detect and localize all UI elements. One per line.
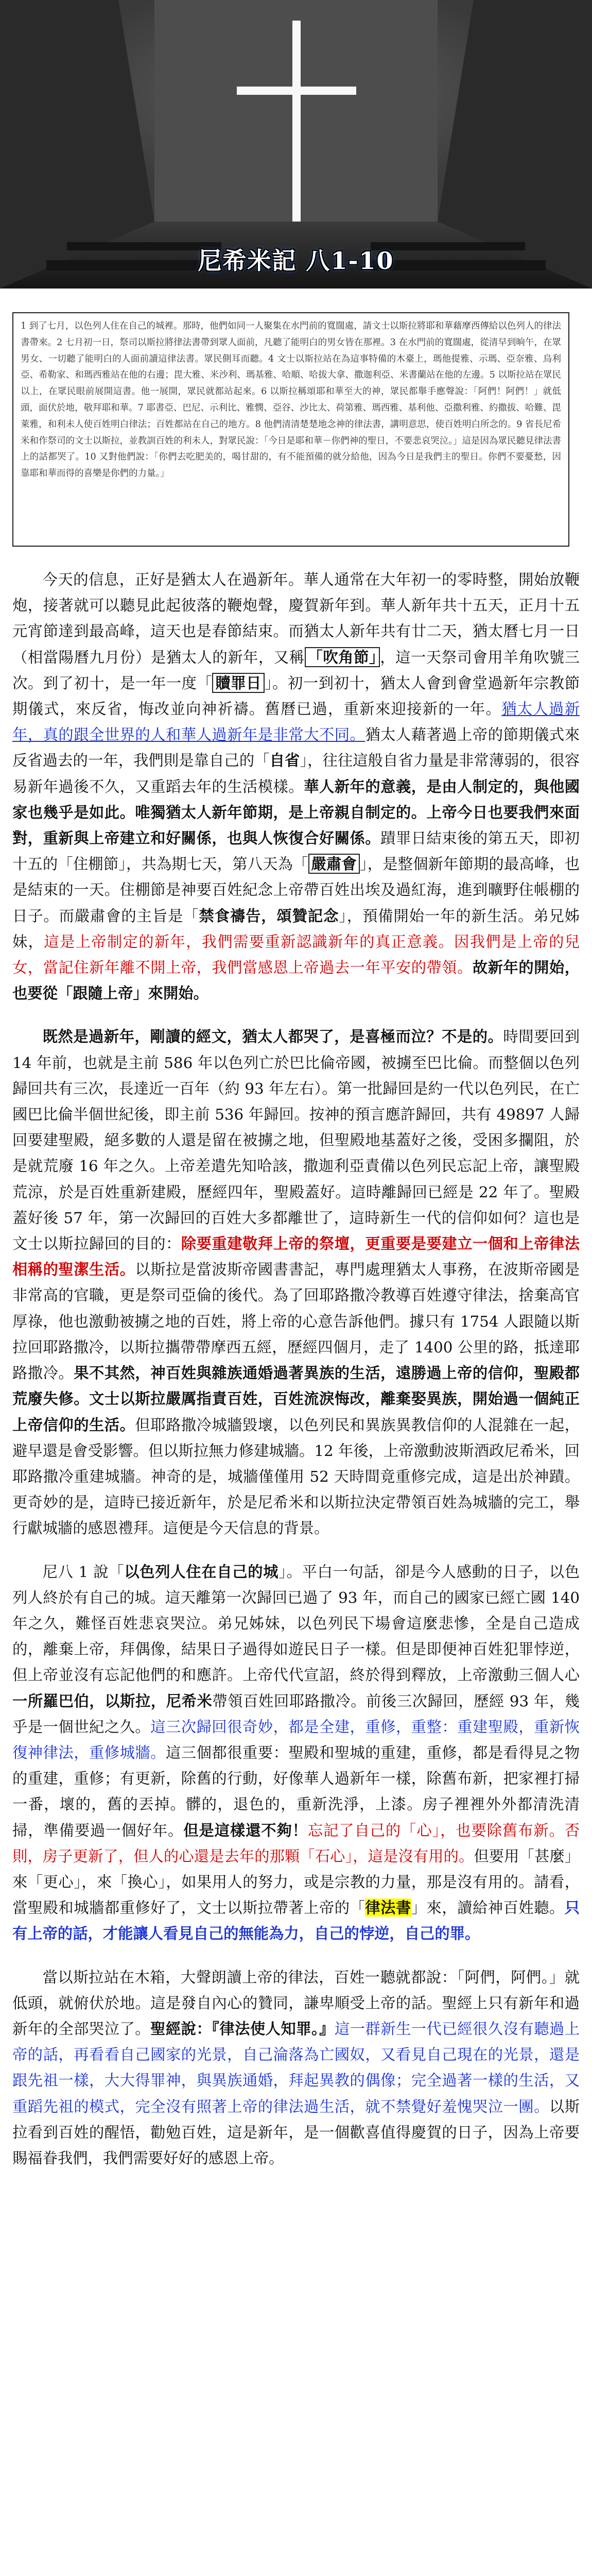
term-law-book: 律法書 [365, 1899, 411, 1917]
highlight-red-3: 忘記了自己的「心」，也要除舊布新。否則，房子更新了，但人的心還是去年的那顆「石心」，這是沒有用的。 [12, 1821, 580, 1865]
scripture-quote: 聖經說：『律法使人知罪。』 [150, 2019, 335, 2038]
scripture-passage-box: 1 到了七月，以色列人住在自己的城裡。那時，他們如同一人聚集在水門前的寬闊處，請文士以斯拉將耶和華藉摩西傳給以色列人的律法書帶來。2 七月初一日，祭司以斯拉將律法書帶到眾人面前，凡聽了能明白的男女皆在那裡。3 在水門前的寬闊處，從清早到晌午，在眾男女、一切聽了能明白的人面前讀這律法書。眾民側耳而聽。4 文士以斯拉站在為這事特備的木臺上，瑪他提雅、示瑪、亞奈雅、烏利亞、希勒家、和瑪西雅站在他的右邊；毘大雅、米沙利、瑪基雅、哈順、哈拔大拿、撒迦利亞、米書蘭站在他的左邊。5 以斯拉站在眾民以上，在眾民眼前展開這書。他一展開，眾民就都站起來。6 以斯拉稱頌耶和華至大的神，眾民都舉手應聲說：「阿們！阿們！」就低頭，面伏於地，敬拜耶和華。7 耶書亞、巴尼、示利比、雅憫、亞谷、沙比太、荷第雅、瑪西雅、基利他、亞撒利雅、約撒拔、哈難、毘萊雅，和利未人使百姓明白律法；百姓都站在自己的地方。8 他們清清楚楚地念神的律法書，講明意思，使百姓明白所念的。9 省長尼希米和作祭司的文士以斯拉，並教訓百姓的利未人，對眾民說：「今日是耶和華－你們神的聖日，不要悲哀哭泣。」這是因為眾民聽見律法書上的話都哭了。10 又對他們說：「你們去吃肥美的，喝甘甜的，有不能預備的就分給他，因為今日是我們主的聖日。你們不要憂愁，因靠耶和華而得的喜樂是你們的力量。」 [12, 312, 569, 547]
highlight-blue-1: 猶太人過新年，真的跟全世界的人和華人過新年是非常大不同。 [12, 700, 580, 744]
paragraph-4: 當以斯拉站在木箱，大聲朗讀上帝的律法，百姓一聽就都說：「阿們，阿們。」就低頭，就俯伏於地。這是發自內心的贊同，謙卑順受上帝的話。聖經上只有新年和過新年的全部哭泣了。聖經說：『律法使人知罪。』這一群新生一代已經很久沒有聽過上帝的話，再看看自己國家的光景，自己淪落為亡國奴，又看見自己現在的光景，還是跟先祖一樣，大大得罪神，與異族通婚，拜起異教的偶像；完全過著一樣的生活，又重蹈先祖的模式，完全沒有照著上帝的律法過生活，就不禁覺好羞愧哭泣一團。以斯拉看到百姓的醒悟，勸勉百姓，這是新年，是一個歡喜值得慶賀的日子，因為上帝要賜福眷我們，我們需要好好的感恩上帝。 [12, 1968, 580, 2167]
paragraph-2-lead: 既然是過新年，剛讀的經文，猶太人都哭了，是喜極而泣？不是的。 [42, 1027, 503, 1046]
highlight-blue-2: 這三次歸回很奇妙，都是全建，重修，重整：重建聖殿，重新恢復神律法，重修城牆。 [12, 1718, 580, 1761]
sermon-body [12, 567, 580, 2189]
term-solemn-assembly: 嚴肅會 [308, 854, 360, 874]
highlight-red-2: 除要重建敬拜上帝的祭壇，更重要是要建立一個和上帝律法相稱的聖潔生活。 [12, 1234, 580, 1279]
hero-title: 尼希米記 八1-10 [198, 247, 394, 275]
paragraph-3: 尼八 1 說「以色列人住在自己的城」。平白一句話，卻是今人感動的日子，以色列人終於有自己的城。這天離第一次歸回已過了 93 年，而自己的國家已經亡國 140 年之久，難怪百姓悲哀哭泣。弟兄姊妹，以色列民下場會這麼悲慘，全是自己造成的，離棄上帝，拜偶像，結果日子過得如遊民日子一樣。但是即便神百姓犯罪悖逆，但上帝並沒有忘記他們的和應許。上帝代代宣詔，終於得到釋放，上帝激動三個人心一所羅巴伯，以斯拉，尼希米帶領百姓回耶路撒冷。前後三次歸回，歷經 93 年，幾乎是一個世紀之久。這三次歸回很奇妙，都是全建，重修，重整：重建聖殿，重新恢復神律法，重修城牆。這三個都很重要：聖殿和聖城的重建，重修，都是看得見之物的重建，重修；有更新，除舊的行動，好像華人過新年一樣，除舊布新，把家裡打掃一番，壞的，舊的丟掉。髒的，退色的，重新洗淨，上漆。房子裡裡外外都清洗清掃，準備要過一個好年。但是這樣還不夠！忘記了自己的「心」，也要除舊布新。否則，房子更新了，但人的心還是去年的那顆「石心」，這是沒有用的。但要用「甚麼」來「更心」，來「換心」，如果用人的努力，或是宗教的力量，那是沒有用的。請看，當聖殿和城牆都重修好了，文士以斯拉帶著上帝的「律法書」來，讀給神百姓聽。只有上帝的話，才能讓人看見自己的無能為力，自己的悖逆，自己的罪。 [12, 1562, 580, 1943]
emphasis-bold-2: 果不其然，神百姓與雜族通婚過著異族的生活，遠勝過上帝的信仰，聖殿都荒廢失修。文士以斯拉嚴厲指責百姓，百姓流淚悔改，離棄娶異族，開始過一個純正上帝信仰的生活。 [12, 1364, 580, 1434]
paragraph-2: 既然是過新年，剛讀的經文，猶太人都哭了，是喜極而泣？不是的。時間要回到 14 年前，也就是主前 586 年以色列亡於巴比倫帝國，被擄至巴比倫。而整個以色列歸回共有三次，長達近一百年（約 93 年左右）。第一批歸回是約一代以色列民，在亡國巴比倫半個世紀後，即主前 536 年歸回。按神的預言應許歸回，共有 49897 人歸回要建聖殿，絕多數的人還是留在被擄之地，但聖殿地基蓋好之後，受困多攔阻，於是就荒廢 16 年之久。上帝差遣先知哈該，撒迦利亞責備以色列民忘記上帝，讓聖殿荒涼，於是百姓重新建殿，歷經四年，聖殿蓋好。這時離歸回已經是 22 年了。聖殿蓋好後 57 年，第一次歸回的百姓大多都離世了，這時新生一代的信仰如何？這也是文士以斯拉歸回的目的：除要重建敬拜上帝的祭壇，更重要是要建立一個和上帝律法相稱的聖潔生活。以斯拉是當波斯帝國書書記，專門處理猶太人事務，在波斯帝國是非常高的官職，更是祭司亞倫的後代。為了回耶路撒冷教導百姓遵守律法，捨棄高官厚祿，他也激動被擄之地的百姓，將上帝的心意告訴他們。據只有 1754 人跟隨以斯拉回耶路撒冷，以斯拉攜帶帶摩西五經，歷經四個月，走了 1400 公里的路，抵達耶路撒冷。果不其然，神百姓與雜族通婚過著異族的生活，遠勝過上帝的信仰，聖殿都荒廢失修。文士以斯拉嚴厲指責百姓，百姓流淚悔改，離棄娶異族，開始過一個純正上帝信仰的生活。但耶路撒冷城牆毀壞，以色列民和異族異教信仰的人混雜在一起，避早還是會受影響。但以斯拉無力修建城牆。12 年後，上帝激動波斯酒政尼希米，回耶路撒冷重建城牆。神奇的是，城牆僅僅用 52 天時間竟重修完成，這是出於神蹟。更奇妙的是，這時已接近新年，於是尼希米和以斯拉決定帶領百姓為城牆的完工，舉行獻城牆的感恩禮拜。這便是今天信息的背景。 [12, 1027, 580, 1537]
term-trumpet-festival: 「吹角節」 [305, 647, 380, 667]
highlight-red-1: 這是上帝制定的新年，我們需要重新認識新年的真正意義。因我們是上帝的兒女，當記住新年離不開上帝，我們當感恩上帝過去一年平安的帶領。 [12, 933, 580, 977]
highlight-blue-4: 這一群新生一代已經很久沒有聽過上帝的話，再看看自己國家的光景，自己淪落為亡國奴，又看見自己現在的光景，還是跟先祖一樣，大大得罪神，與異族通婚，拜起異教的偶像；完全過著一樣的生活，又重蹈先祖的模式，完全沒有照著上帝的律法過生活，就不禁覺好羞愧哭泣一團。 [12, 2020, 580, 2115]
emphasis-bold-1: 華人新年的意義，是由人制定的，與他國家也幾乎是如此。唯獨猶太人新年節期，是上帝親自制定的。上帝今日也要我們來面對，重新與上帝建立和好關係，也與人恢復合好關係。 [12, 777, 580, 848]
hero-image [0, 0, 592, 289]
term-atonement-day: 贖罪日 [212, 673, 265, 693]
highlight-blue-3: 只有上帝的話，才能讓人看見自己的無能為力，自己的悖逆，自己的罪。 [12, 1899, 580, 1943]
paragraph-1: 今天的信息，正好是猶太人在過新年。華人通常在大年初一的零時整，開始放鞭炮，接著就可以聽見此起彼落的鞭炮聲，慶賀新年到。華人新年共十五天，正月十五元宵節達到最高峰，這天也是春節結束。而猶太人新年共有廿二天，猶太曆七月一日（相當陽曆九月份）是猶太人的新年，又稱 「吹角節」 ，這一天祭司會用羊角吹號三次。到了初十，是一年一度「 贖罪日 」。初一到初十，猶太人會到會堂過新年宗教節期儀式，來反省，悔改並向神祈禱。舊曆已過，重新來迎接新的一年。猶太人過新年，真的跟全世界的人和華人過新年是非常大不同。猶太人藉著過上帝的節期儀式來反省過去的一年，我們則是靠自己的「自省」，往往這般自省力量是非常薄弱的，很容易新年過後不久，又重蹈去年的生活模樣。華人新年的意義，是由人制定的，與他國家也幾乎是如此。唯獨猶太人新年節期，是上帝親自制定的。上帝今日也要我們來面對，重新與上帝建立和好關係，也與人恢復合好關係。蹟罪日結束後的第五天，即初十五的「住棚節」，共為期七天，第八天為「 嚴肅會 」，是整個新年節期的最高峰，也是結束的一天。住棚節是神要百姓紀念上帝帶百姓出埃及過紅海，進到曠野住帳棚的日子。而嚴肅會的主旨是「禁食禱告，頌贊記念」，預備開始一年的新生活。弟兄姊妹，這是上帝制定的新年，我們需要重新認識新年的真正意義。因我們是上帝的兒女，當記住新年離不開上帝，我們當感恩上帝過去一年平安的帶領。故新年的開始，也要從「跟隨上帝」來開始。 [12, 571, 580, 1003]
